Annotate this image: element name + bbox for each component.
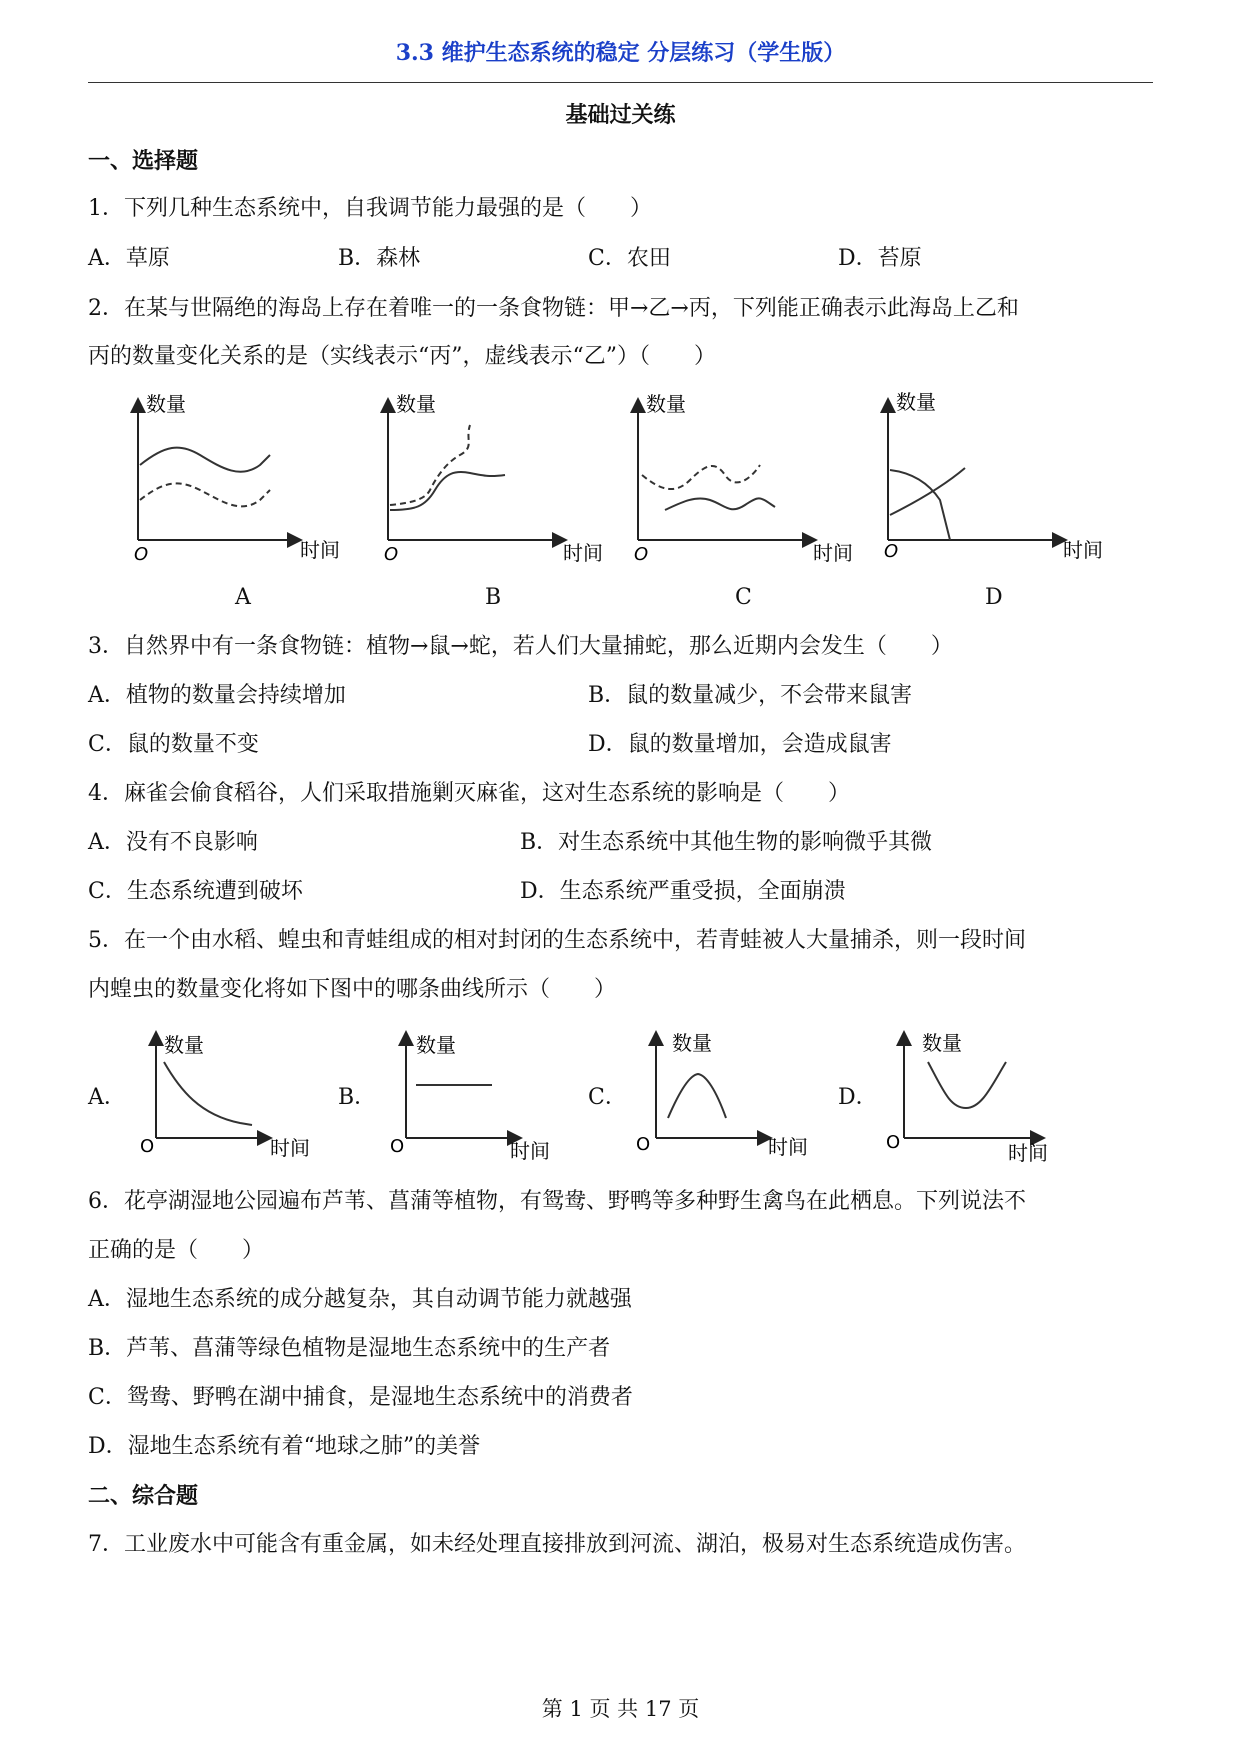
question-7-stem: 7．工业废水中可能含有重金属，如未经处理直接排放到河流、湖泊，极易对生态系统造成伤害。: [88, 1532, 1027, 1557]
graph-origin: O: [384, 544, 399, 565]
graph-x-label: 时间: [510, 1139, 550, 1163]
graph-origin: O: [134, 544, 149, 565]
graph-origin: O: [886, 1132, 901, 1153]
graph-origin: O: [884, 541, 899, 562]
graph-y-label: 数量: [396, 392, 436, 416]
question-6-stem-line-1: 6．花亭湖湿地公园遍布芦苇、菖蒲等植物，有鸳鸯、野鸭等多种野生禽鸟在此栖息。下列说法不: [88, 1189, 1027, 1214]
section-heading-choice: 一、选择题: [88, 148, 199, 174]
graph-caption-d: D: [985, 585, 1003, 610]
question-4-option-c: C．生态系统遭到破坏: [88, 879, 303, 904]
question-6-option-d: D．湿地生态系统有着“地球之肺”的美誉: [88, 1434, 481, 1459]
graph-y-label: 数量: [922, 1031, 962, 1055]
graph-caption-b: B: [485, 585, 502, 610]
decreasing-curve: [164, 1062, 252, 1125]
graph-origin: O: [634, 544, 649, 565]
question-5-graph-c: [636, 1030, 840, 1165]
rising-curve: [890, 468, 965, 515]
header-rule: [88, 82, 1153, 83]
graph-x-label: 时间: [563, 541, 603, 565]
page-footer: 第 1 页 共 17 页: [541, 1697, 700, 1721]
question-3-option-c: C．鼠的数量不变: [88, 732, 259, 757]
graph-origin: O: [636, 1134, 651, 1155]
question-6-option-a: A．湿地生态系统的成分越复杂，其自动调节能力就越强: [88, 1287, 632, 1312]
graph-x-label: 时间: [813, 541, 853, 565]
question-4-option-d: D．生态系统严重受损，全面崩溃: [520, 879, 846, 904]
peak-curve: [668, 1074, 726, 1118]
question-2-graph-b: [370, 385, 610, 575]
solid-curve: [140, 448, 270, 472]
section-subtitle: 基础过关练: [565, 102, 676, 128]
solid-curve: [390, 472, 505, 510]
question-6-option-c: C．鸳鸯、野鸭在湖中捕食，是湿地生态系统中的消费者: [88, 1385, 633, 1410]
question-2-stem-line-2: 丙的数量变化关系的是（实线表示“丙”，虚线表示“乙”）（ ）: [88, 344, 716, 369]
question-3-option-a: A．植物的数量会持续增加: [88, 683, 346, 708]
question-6-option-b: B．芦苇、菖蒲等绿色植物是湿地生态系统中的生产者: [88, 1336, 611, 1361]
question-5-graph-d: [888, 1030, 1088, 1165]
question-2-stem-line-1: 2．在某与世隔绝的海岛上存在着唯一的一条食物链：甲→乙→丙，下列能正确表示此海岛上乙和: [88, 296, 1019, 321]
graph-y-label: 数量: [416, 1033, 456, 1057]
question-3-stem: 3．自然界中有一条食物链：植物→鼠→蛇，若人们大量捕蛇，那么近期内会发生（ ）: [88, 634, 953, 659]
graph-origin: O: [140, 1136, 155, 1157]
question-1-option-b: B．森林: [338, 246, 421, 271]
page-header-title: 3.3 维护生态系统的稳定 分层练习（学生版）: [395, 40, 846, 66]
question-3-option-d: D．鼠的数量增加，会造成鼠害: [588, 732, 892, 757]
section-heading-comprehensive: 二、综合题: [88, 1483, 199, 1509]
graph-x-label: 时间: [1008, 1141, 1048, 1165]
graph-caption-a: A: [235, 585, 251, 610]
graph-y-label: 数量: [146, 392, 186, 416]
graph-x-label: 时间: [768, 1135, 808, 1159]
question-2-graph-a: [120, 385, 340, 575]
graph-x-label: 时间: [270, 1136, 310, 1160]
graph-caption-c: C: [735, 585, 752, 610]
question-2-graph-d: [870, 385, 1110, 575]
dashed-curve: [642, 465, 760, 489]
dashed-curve: [390, 425, 470, 505]
question-6-stem-line-2: 正确的是（ ）: [88, 1238, 265, 1263]
question-5-option-b-label: B．: [338, 1085, 377, 1110]
question-1-stem: 1．下列几种生态系统中，自我调节能力最强的是（ ）: [88, 196, 652, 221]
valley-curve: [928, 1062, 1006, 1108]
question-5-graph-b: [390, 1030, 590, 1165]
question-3-option-b: B．鼠的数量减少，不会带来鼠害: [588, 683, 913, 708]
question-5-graph-a: [140, 1030, 330, 1165]
dashed-curve: [140, 483, 270, 506]
question-5-option-a-label: A．: [88, 1085, 126, 1110]
graph-x-label: 时间: [300, 538, 340, 562]
question-5-option-c-label: C．: [588, 1085, 627, 1110]
falling-curve: [890, 470, 950, 540]
graph-x-label: 时间: [1063, 538, 1103, 562]
question-4-stem: 4．麻雀会偷食稻谷，人们采取措施剿灭麻雀，这对生态系统的影响是（ ）: [88, 781, 850, 806]
question-1-option-d: D．苔原: [838, 246, 922, 271]
graph-y-label: 数量: [672, 1031, 712, 1055]
graph-y-label: 数量: [896, 390, 936, 414]
graph-y-label: 数量: [646, 392, 686, 416]
graph-origin: O: [390, 1136, 405, 1157]
question-5-stem-line-2: 内蝗虫的数量变化将如下图中的哪条曲线所示（ ）: [88, 977, 617, 1002]
question-4-option-a: A．没有不良影响: [88, 830, 258, 855]
question-1-option-a: A．草原: [88, 246, 170, 271]
solid-curve: [665, 498, 775, 510]
question-5-stem-line-1: 5．在一个由水稻、蝗虫和青蛙组成的相对封闭的生态系统中，若青蛙被人大量捕杀，则一段时间: [88, 928, 1027, 953]
question-4-option-b: B．对生态系统中其他生物的影响微乎其微: [520, 830, 933, 855]
graph-y-label: 数量: [164, 1033, 204, 1057]
question-1-option-c: C．农田: [588, 246, 671, 271]
question-2-graph-c: [620, 385, 860, 575]
question-5-option-d-label: D．: [838, 1085, 878, 1110]
